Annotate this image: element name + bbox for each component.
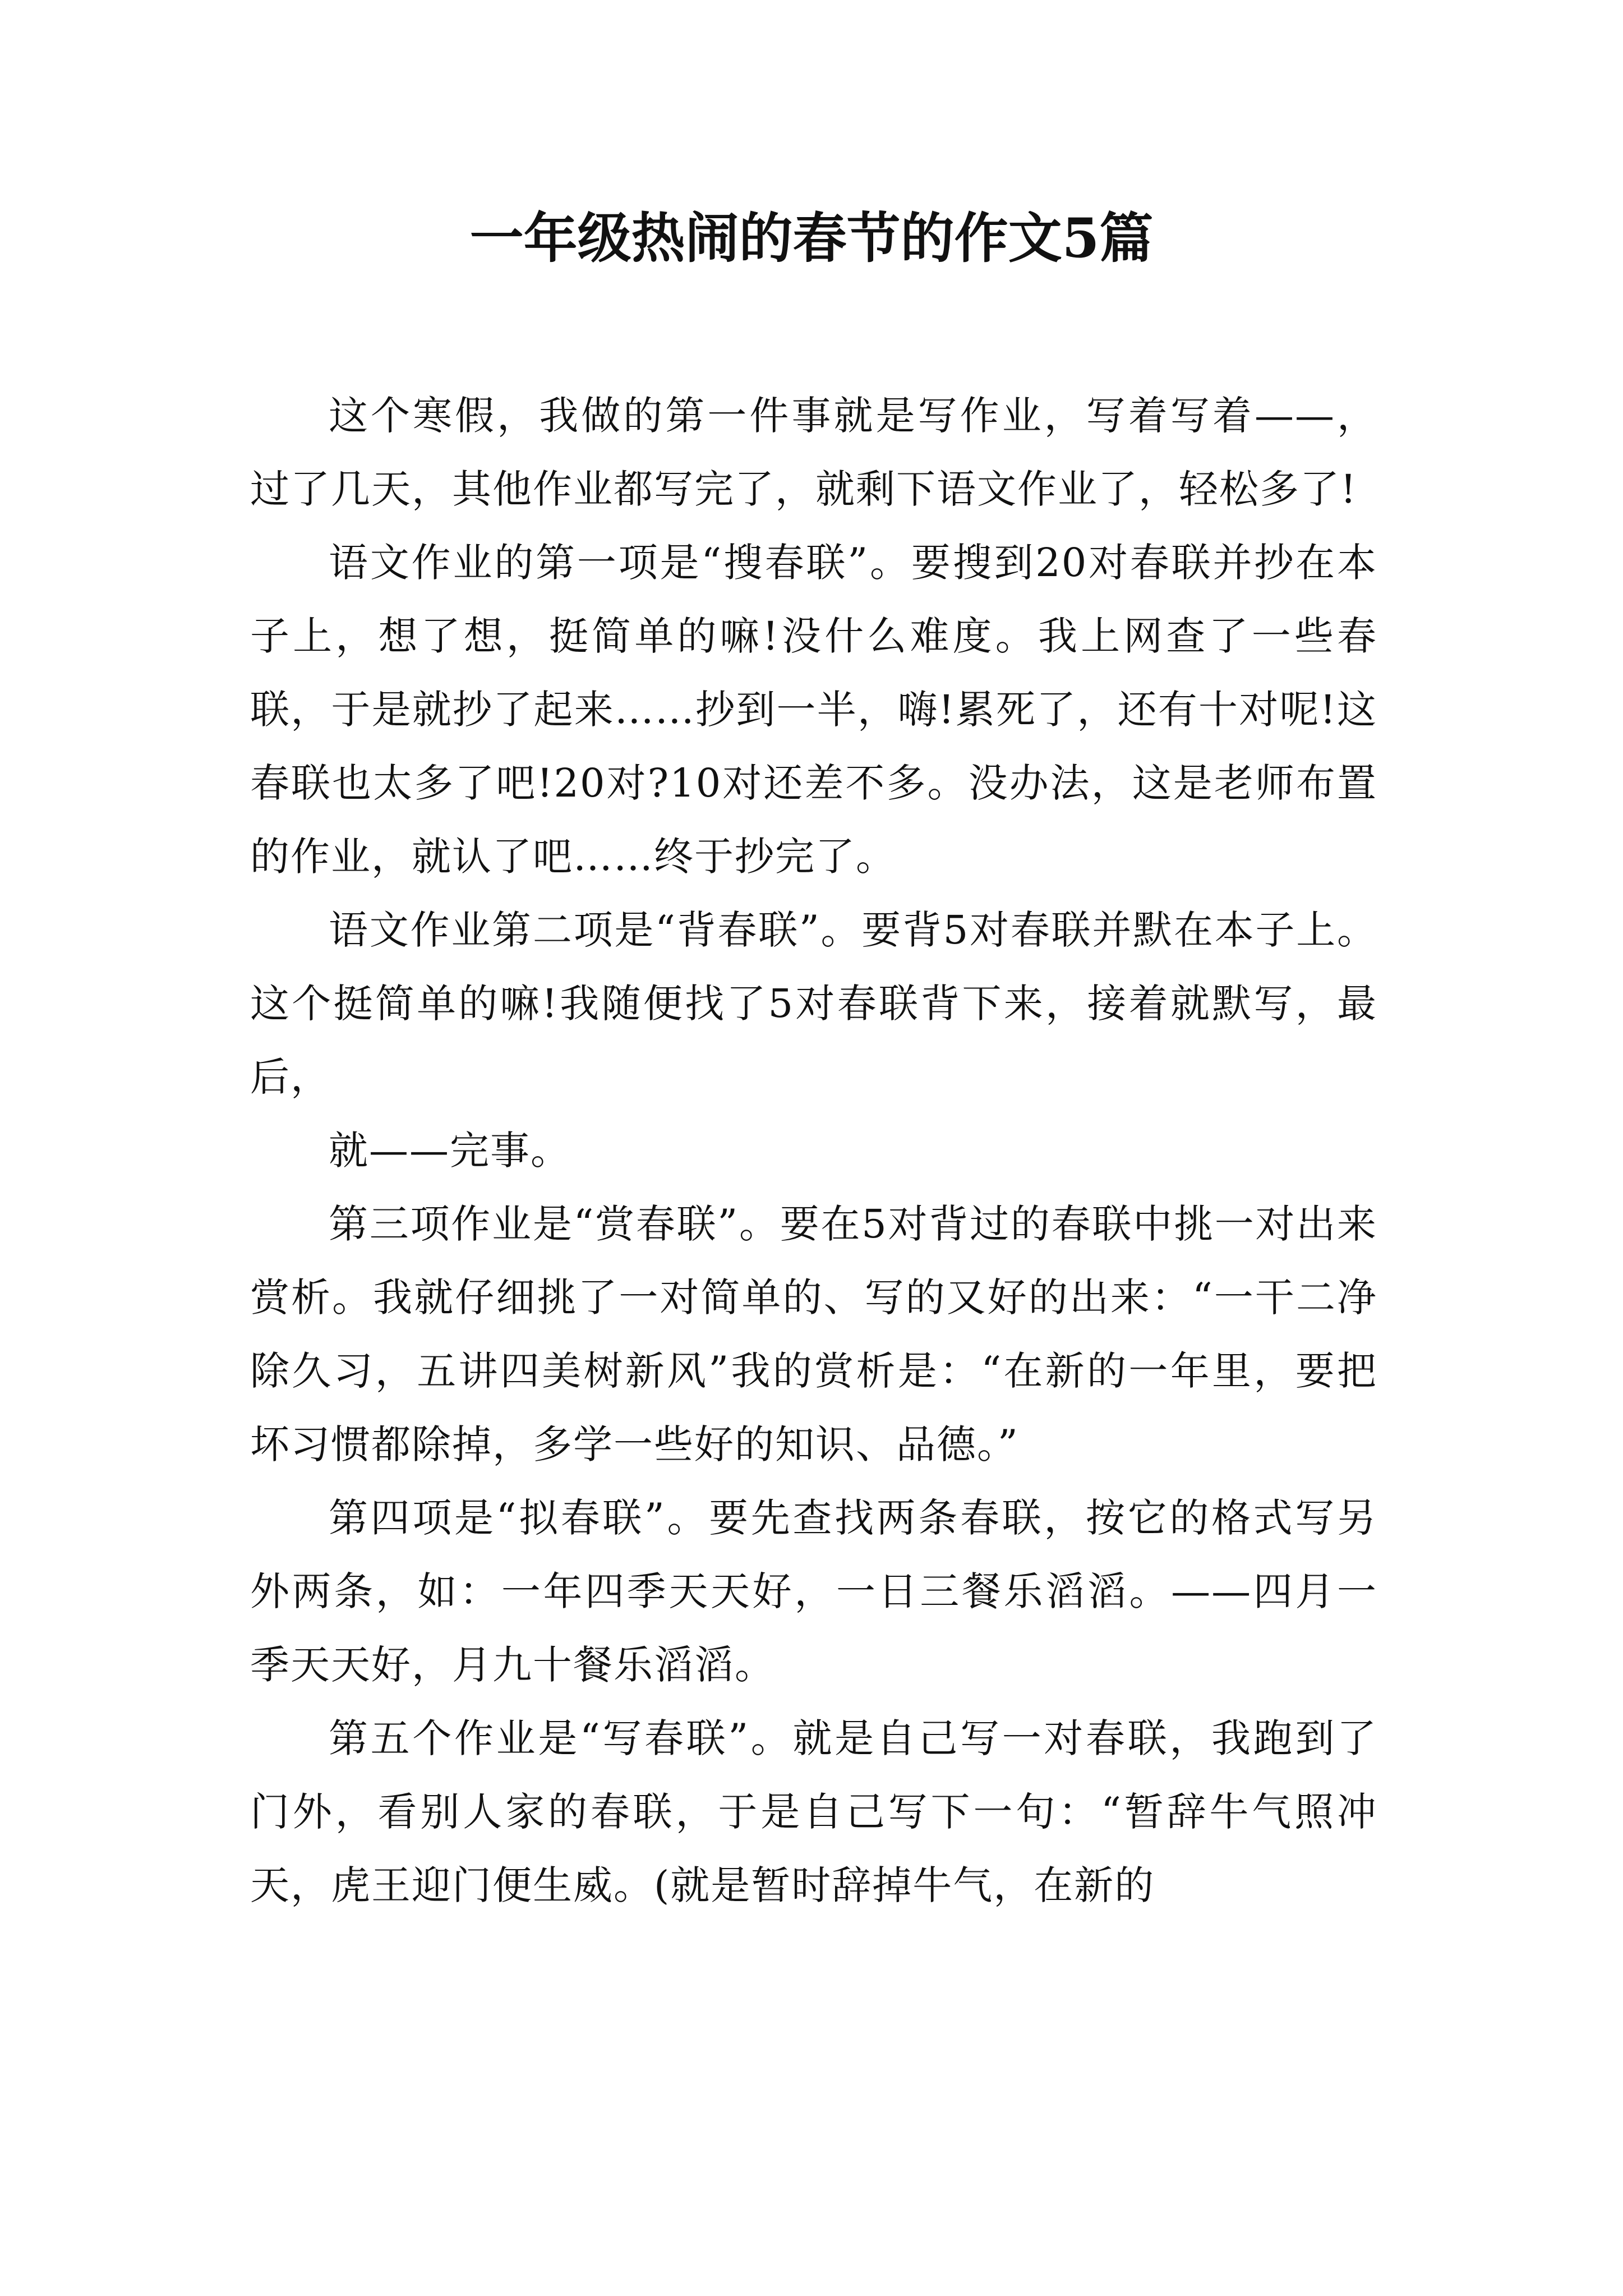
paragraph: 第三项作业是“赏春联”。要在5对背过的春联中挑一对出来赏析。我就仔细挑了一对简单的、写的又好的出来：“一干二净除久习，五讲四美树新风”我的赏析是：“在新的一年里，要把坏习惯都除掉，多学一些好的知识、品德。” — [250, 1201, 1377, 1467]
paragraph: 语文作业的第一项是“搜春联”。要搜到20对春联并抄在本子上，想了想，挺简单的嘛!没什么难度。我上网查了一些春联，于是就抄了起来……抄到一半，嗨!累死了，还有十对呢!这春联也太多了吧!20对?10对还差不多。没办法，这是老师布置的作业，就认了吧……终于抄完了。 — [250, 540, 1377, 880]
paragraph: 这个寒假，我做的第一件事就是写作业，写着写着——，过了几天，其他作业都写完了，就剩下语文作业了，轻松多了! — [250, 393, 1377, 512]
document-title: 一年级热闹的春节的作文5篇 — [469, 206, 1154, 270]
paragraph: 第五个作业是“写春联”。就是自己写一对春联，我跑到了门外，看别人家的春联，于是自己写下一句：“暂辞牛气照冲天，虎王迎门便生威。(就是暂时辞掉牛气，在新的 — [250, 1715, 1377, 1908]
paragraph: 就——完事。 — [329, 1128, 571, 1174]
document-body — [250, 379, 1377, 1922]
paragraph: 第四项是“拟春联”。要先查找两条春联，按它的格式写另外两条，如：一年四季天天好，一日三餐乐滔滔。——四月一季天天好，月九十餐乐滔滔。 — [250, 1495, 1377, 1688]
paragraph: 语文作业第二项是“背春联”。要背5对春联并默在本子上。这个挺简单的嘛!我随便找了5对春联背下来，接着就默写，最后， — [250, 907, 1377, 1100]
